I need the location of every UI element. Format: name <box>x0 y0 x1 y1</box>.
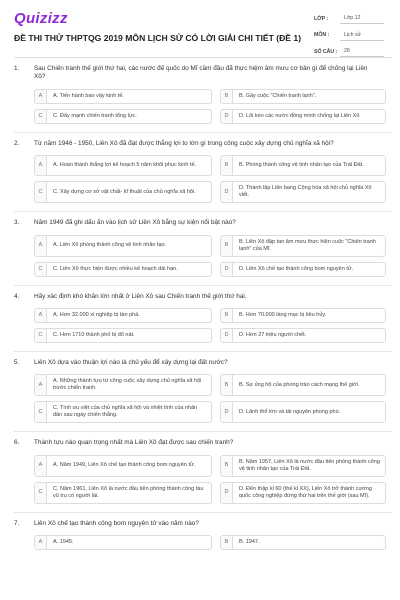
question-number: 1. <box>14 65 20 72</box>
question-text: Năm 1949 đã ghi dấu ấn vào lịch sử Liên Xô bằng sự kiện nổi bật nào? <box>34 219 236 227</box>
option-letter: D <box>221 182 233 202</box>
option-letter: A <box>35 236 47 256</box>
answer-options <box>14 535 392 550</box>
option-letter: B <box>221 156 233 175</box>
option-letter: B <box>221 90 233 103</box>
option-text: A. Hoàn thành thắng lợi kế hoạch 5 năm khôi phục kinh tế. <box>53 162 197 169</box>
answer-option[interactable] <box>220 89 386 104</box>
option-text: C. Năm 1961, Liên Xô là nước đầu tiên phóng thành công tàu vũ trụ có người lái. <box>53 485 204 499</box>
question-text: Liên Xô chế tạo thành công bom nguyên tử vào năm nào? <box>34 519 199 527</box>
answer-option[interactable] <box>220 328 386 343</box>
answer-option[interactable] <box>220 181 386 203</box>
answer-option[interactable] <box>220 235 386 257</box>
answer-option[interactable] <box>34 181 212 203</box>
answer-option[interactable] <box>34 374 212 396</box>
option-text: A. Tiến hành bao vây kinh tế. <box>53 92 124 99</box>
meta-key: SỐ CÂU : <box>314 48 338 55</box>
quizizz-logo: Quizizz <box>14 10 68 27</box>
question-item <box>14 359 392 432</box>
answer-option[interactable] <box>220 482 386 504</box>
question-text: Từ năm 1946 - 1950, Liên Xô đã đạt được thắng lợi to lớn gì trong công cuộc xây dựng chủ nghĩa xã hội? <box>34 139 334 147</box>
option-text: B. Liên Xô đập tan âm mưu thực hiện cuộc "Chiến tranh lạnh" của Mĩ. <box>239 238 376 252</box>
answer-option[interactable] <box>220 535 386 550</box>
divider <box>14 211 392 212</box>
answer-option[interactable] <box>34 262 212 277</box>
question-header <box>14 439 392 447</box>
question-number: 6. <box>14 439 20 447</box>
option-text: B. 1947. <box>239 539 260 546</box>
divider <box>14 512 392 513</box>
option-text: D. Hơn 27 triệu người chết. <box>239 332 307 339</box>
divider <box>14 132 392 133</box>
meta-block <box>314 12 384 62</box>
answer-option[interactable] <box>34 455 212 477</box>
meta-row-subject <box>314 29 384 42</box>
question-header <box>14 65 392 82</box>
option-letter: A <box>35 536 47 549</box>
question-number: 2. <box>14 139 20 147</box>
answer-option[interactable] <box>220 455 386 477</box>
question-number: 7. <box>14 519 20 527</box>
option-text: D. Lôi kéo các nước đồng minh chống lại Liên Xô <box>239 112 360 119</box>
option-letter: A <box>35 456 47 476</box>
question-item <box>14 219 392 285</box>
option-text: A. Năm 1949, Liên Xô chế tạo thành công bom nguyên tử. <box>53 462 196 469</box>
option-letter: D <box>221 110 233 123</box>
option-text: B. Năm 1957, Liên Xô là nước đầu tiên phóng thành công vệ tinh nhân tạo của Trái Đất. <box>239 458 380 472</box>
option-text: B. Hơn 70.000 làng mạc bị tiêu hủy. <box>239 312 327 319</box>
option-text: A. 1945. <box>53 539 74 546</box>
question-text: Hãy xác định khó khăn lớn nhất ở Liên Xô sau Chiến tranh thế giới thứ hai. <box>34 292 247 300</box>
option-text: B. Sự ủng hộ của phong trào cách mạng thế giới. <box>239 381 360 388</box>
question-item <box>14 439 392 512</box>
question-list <box>14 65 392 550</box>
option-text: D. Đến thập kỉ 60 (thế kỉ XX), Liên Xô trở thành cường quốc công nghiệp đứng thứ hai trên thế giới (sau Mĩ). <box>239 485 372 499</box>
question-text: Thành tựu nào quan trọng nhất mà Liên Xô đạt được sau chiến tranh? <box>34 439 234 447</box>
option-text: D. Liên Xô chế tạo thành công bom nguyên tử. <box>239 265 354 272</box>
question-item <box>14 293 392 352</box>
answer-option[interactable] <box>220 308 386 323</box>
option-text: D. Thành lập Liên bang Cộng hòa xã hội chủ nghĩa Xô viết. <box>239 185 372 199</box>
option-text: B. Phóng thành công vệ tinh nhân tạo của Trái Đất. <box>239 162 364 169</box>
meta-row-class <box>314 12 384 25</box>
page-title: ĐỀ THI THỬ THPTQG 2019 MÔN LỊCH SỬ CÓ LỜI GIẢI CHI TIẾT (ĐỀ 1) <box>14 33 302 43</box>
option-text: D. Lãnh thổ lớn và tài nguyên phong phú. <box>239 408 341 415</box>
question-text: Liên Xô dựa vào thuận lợi nào là chủ yếu để xây dựng lại đất nước? <box>34 359 228 367</box>
option-letter: C <box>35 483 47 503</box>
answer-option[interactable] <box>34 328 212 343</box>
answer-option[interactable] <box>34 89 212 104</box>
answer-option[interactable] <box>220 155 386 176</box>
question-item <box>14 65 392 133</box>
divider <box>14 351 392 352</box>
option-text: C. Đẩy mạnh chiến tranh tổng lực. <box>53 112 137 119</box>
answer-options <box>14 455 392 504</box>
question-number: 4. <box>14 292 20 300</box>
answer-options <box>14 235 392 277</box>
answer-option[interactable] <box>34 308 212 323</box>
option-text: C. Xây dựng cơ sở vật chất- kĩ thuật của chủ nghĩa xã hội. <box>53 188 196 195</box>
meta-key: MÔN : <box>314 32 330 38</box>
option-letter: B <box>221 236 233 256</box>
option-text: C. Liên Xô thực hiện được nhiều kế hoạch dài hạn. <box>53 265 178 272</box>
answer-option[interactable] <box>34 482 212 504</box>
option-text: C. Hơn 1710 thành phố bị đổ nát. <box>53 332 135 339</box>
answer-option[interactable] <box>34 535 212 550</box>
meta-value: 28 <box>340 46 384 57</box>
question-item <box>14 140 392 212</box>
option-letter: A <box>35 90 47 103</box>
question-header <box>14 219 392 227</box>
option-letter: C <box>35 110 47 123</box>
option-letter: A <box>35 375 47 395</box>
question-item <box>14 520 392 550</box>
answer-option[interactable] <box>220 374 386 396</box>
meta-value: Lớp 12 <box>340 13 384 24</box>
answer-options <box>14 308 392 343</box>
question-header <box>14 520 392 528</box>
answer-options <box>14 155 392 203</box>
meta-row-count <box>314 45 384 58</box>
option-letter: D <box>221 263 233 276</box>
option-text: A. Những thành tựu từ công cuộc xây dựng chủ nghĩa xã hội trước chiến tranh. <box>53 378 202 392</box>
question-text: Sau Chiến tranh thế giới thứ hai, các nước đế quốc do Mĩ cầm đầu đã thực hiệm âm mưu cơ bản gì để chống lại Liên Xô? <box>34 65 368 81</box>
option-letter: C <box>35 329 47 342</box>
option-letter: B <box>221 456 233 476</box>
meta-key: LỚP : <box>314 15 329 22</box>
question-header <box>14 359 392 367</box>
question-header <box>14 293 392 301</box>
question-number: 5. <box>14 359 20 367</box>
option-letter: B <box>221 375 233 395</box>
meta-value: Lịch sử <box>340 30 384 41</box>
option-letter: A <box>35 156 47 175</box>
answer-option[interactable] <box>220 109 386 124</box>
option-letter: C <box>35 263 47 276</box>
option-letter: D <box>221 483 233 503</box>
answer-options <box>14 89 392 124</box>
answer-option[interactable] <box>34 235 212 257</box>
answer-option[interactable] <box>34 109 212 124</box>
answer-option[interactable] <box>220 401 386 423</box>
option-text: C. Tính ưu việt của chủ nghĩa xã hội và nhiệt tình của nhân dân sau ngày chiến thắng. <box>53 405 198 419</box>
divider <box>14 285 392 286</box>
option-letter: D <box>221 329 233 342</box>
answer-option[interactable] <box>34 155 212 176</box>
worksheet-header <box>14 0 392 58</box>
option-letter: C <box>35 402 47 422</box>
option-letter: C <box>35 182 47 202</box>
question-header <box>14 140 392 148</box>
divider <box>14 431 392 432</box>
option-text: B. Gây cuộc "Chiến tranh lạnh". <box>239 92 317 99</box>
question-number: 3. <box>14 219 20 227</box>
option-letter: A <box>35 309 47 322</box>
option-letter: B <box>221 309 233 322</box>
option-text: A. Hơn 32.000 xí nghiệp bị tàn phá. <box>53 312 140 319</box>
answer-option[interactable] <box>220 262 386 277</box>
option-text: A. Liên Xô phóng thành công vệ tinh nhân tạo. <box>53 242 167 249</box>
option-letter: D <box>221 402 233 422</box>
option-letter: B <box>221 536 233 549</box>
answer-options <box>14 374 392 423</box>
answer-option[interactable] <box>34 401 212 423</box>
